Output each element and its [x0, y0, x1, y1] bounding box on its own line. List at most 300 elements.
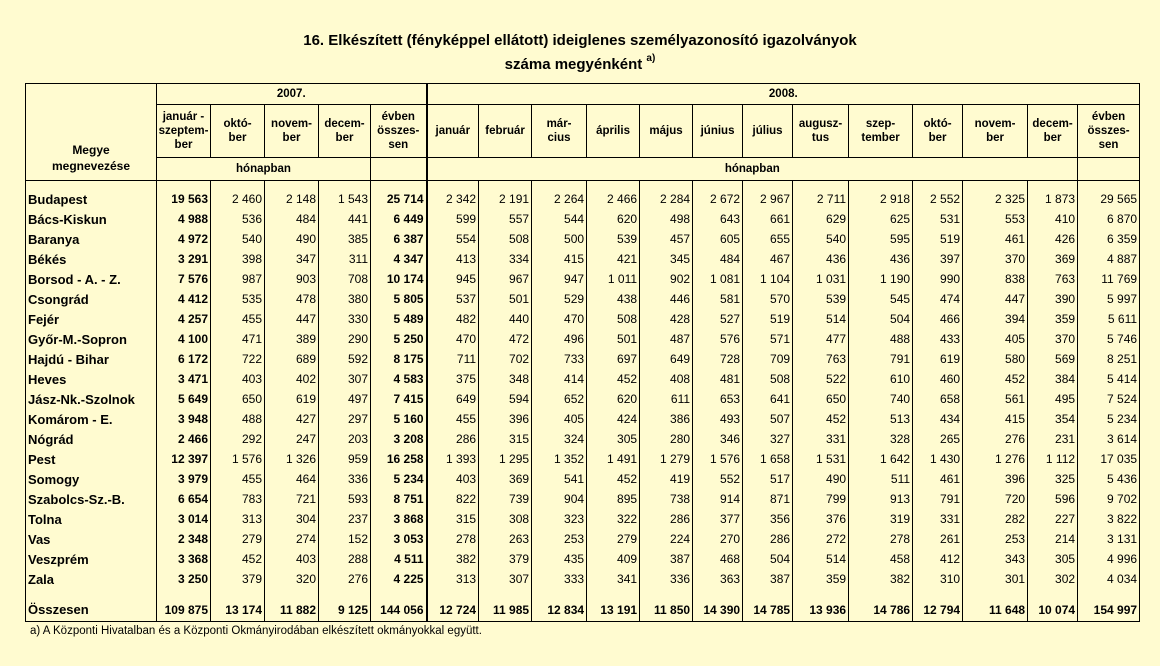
- spacer-cell: [587, 181, 640, 190]
- spacer-cell: [793, 181, 849, 190]
- unit-blank: [1078, 158, 1140, 181]
- value-cell: 409: [587, 549, 640, 569]
- value-cell: 435: [532, 549, 587, 569]
- value-cell: 629: [793, 209, 849, 229]
- value-cell: 370: [1028, 329, 1078, 349]
- value-cell: 10 074: [1028, 589, 1078, 622]
- value-cell: 661: [743, 209, 793, 229]
- value-cell: 412: [913, 549, 963, 569]
- header-line: tus: [811, 132, 830, 144]
- value-cell: 467: [743, 249, 793, 269]
- value-cell: 369: [1028, 249, 1078, 269]
- value-cell: 307: [479, 569, 532, 589]
- county-name: Komárom - E.: [26, 409, 157, 429]
- value-cell: 2 148: [265, 189, 319, 209]
- value-cell: 261: [913, 529, 963, 549]
- value-cell: 2 918: [849, 189, 913, 209]
- value-cell: 2 466: [157, 429, 211, 449]
- month-header-2008: [793, 105, 849, 158]
- value-cell: 253: [963, 529, 1028, 549]
- value-cell: 1 531: [793, 449, 849, 469]
- value-cell: 514: [793, 309, 849, 329]
- value-cell: 263: [479, 529, 532, 549]
- value-cell: 3 979: [157, 469, 211, 489]
- county-name: Bács-Kiskun: [26, 209, 157, 229]
- value-cell: 323: [532, 509, 587, 529]
- value-cell: 5 436: [1078, 469, 1140, 489]
- value-cell: 620: [587, 389, 640, 409]
- value-cell: 5 234: [371, 469, 427, 489]
- value-cell: 19 563: [157, 189, 211, 209]
- value-cell: 967: [479, 269, 532, 289]
- value-cell: 447: [963, 289, 1028, 309]
- value-cell: 347: [265, 249, 319, 269]
- spacer-cell: [913, 181, 963, 190]
- value-cell: 237: [319, 509, 371, 529]
- value-cell: 354: [1028, 409, 1078, 429]
- value-cell: 470: [427, 329, 479, 349]
- value-cell: 553: [963, 209, 1028, 229]
- value-cell: 29 565: [1078, 189, 1140, 209]
- value-cell: 290: [319, 329, 371, 349]
- value-cell: 428: [640, 309, 693, 329]
- header-line: decem-: [324, 118, 365, 130]
- value-cell: 903: [265, 269, 319, 289]
- value-cell: 1 081: [693, 269, 743, 289]
- value-cell: 3 368: [157, 549, 211, 569]
- value-cell: 359: [1028, 309, 1078, 329]
- value-cell: 571: [743, 329, 793, 349]
- month-header-2008: [427, 105, 479, 158]
- value-cell: 570: [743, 289, 793, 309]
- value-cell: 319: [849, 509, 913, 529]
- month-header-2008: [849, 105, 913, 158]
- value-cell: 12 724: [427, 589, 479, 622]
- unit-blank: [371, 158, 427, 181]
- value-cell: 508: [587, 309, 640, 329]
- value-cell: 721: [265, 489, 319, 509]
- value-cell: 286: [743, 529, 793, 549]
- month-header-2008: [532, 105, 587, 158]
- value-cell: 738: [640, 489, 693, 509]
- value-cell: 4 972: [157, 229, 211, 249]
- value-cell: 658: [913, 389, 963, 409]
- value-cell: 370: [963, 249, 1028, 269]
- table-row: [26, 549, 1140, 569]
- value-cell: 540: [211, 229, 265, 249]
- county-name: Zala: [26, 569, 157, 589]
- value-cell: 276: [319, 569, 371, 589]
- value-cell: 1 295: [479, 449, 532, 469]
- value-cell: 490: [793, 469, 849, 489]
- value-cell: 650: [793, 389, 849, 409]
- value-cell: 596: [1028, 489, 1078, 509]
- value-cell: 396: [963, 469, 1028, 489]
- year-2008-header: 2008.: [427, 84, 1140, 105]
- header-line: ber: [928, 132, 947, 144]
- value-cell: 3 208: [371, 429, 427, 449]
- value-cell: 2 460: [211, 189, 265, 209]
- month-header-2007: [319, 105, 371, 158]
- table-row: [26, 389, 1140, 409]
- value-cell: 25 714: [371, 189, 427, 209]
- table-row: [26, 349, 1140, 369]
- table-row: [26, 429, 1140, 449]
- value-cell: 904: [532, 489, 587, 509]
- value-cell: 1 642: [849, 449, 913, 469]
- value-cell: 375: [427, 369, 479, 389]
- unit-label-2007: hónapban: [157, 158, 371, 181]
- value-cell: 5 250: [371, 329, 427, 349]
- value-cell: 436: [849, 249, 913, 269]
- header-line: szep-: [865, 118, 896, 130]
- header-line: szeptem-: [158, 125, 209, 137]
- value-cell: 947: [532, 269, 587, 289]
- value-cell: 4 988: [157, 209, 211, 229]
- value-cell: 440: [479, 309, 532, 329]
- value-cell: 507: [743, 409, 793, 429]
- header-line: ber: [335, 132, 354, 144]
- county-name: Győr-M.-Sopron: [26, 329, 157, 349]
- value-cell: 2 466: [587, 189, 640, 209]
- value-cell: 539: [587, 229, 640, 249]
- value-cell: 438: [587, 289, 640, 309]
- value-cell: 740: [849, 389, 913, 409]
- value-cell: 405: [532, 409, 587, 429]
- header-line: decem-: [1032, 118, 1073, 130]
- county-name: Baranya: [26, 229, 157, 249]
- month-header-2007: [265, 105, 319, 158]
- table-row: [26, 329, 1140, 349]
- spacer-cell: [693, 181, 743, 190]
- value-cell: 12 834: [532, 589, 587, 622]
- month-header-2007: [371, 105, 427, 158]
- value-cell: 274: [265, 529, 319, 549]
- value-cell: 1 430: [913, 449, 963, 469]
- value-cell: 427: [265, 409, 319, 429]
- header-line: összes-: [1087, 125, 1130, 137]
- value-cell: 501: [587, 329, 640, 349]
- value-cell: 144 056: [371, 589, 427, 622]
- value-cell: 799: [793, 489, 849, 509]
- value-cell: 529: [532, 289, 587, 309]
- spacer-cell: [265, 181, 319, 190]
- value-cell: 653: [693, 389, 743, 409]
- header-line: január: [435, 125, 471, 137]
- value-cell: 519: [743, 309, 793, 329]
- value-cell: 1 873: [1028, 189, 1078, 209]
- title-line2-text: száma megyénként: [504, 56, 643, 73]
- header-line: június: [700, 125, 735, 137]
- value-cell: 315: [427, 509, 479, 529]
- value-cell: 356: [743, 509, 793, 529]
- value-cell: 421: [587, 249, 640, 269]
- value-cell: 322: [587, 509, 640, 529]
- value-cell: 270: [693, 529, 743, 549]
- spacer-cell: [963, 181, 1028, 190]
- value-cell: 310: [913, 569, 963, 589]
- value-cell: 447: [265, 309, 319, 329]
- month-header-2008: [1078, 105, 1140, 158]
- value-cell: 415: [963, 409, 1028, 429]
- value-cell: 382: [427, 549, 479, 569]
- month-header-2008: [743, 105, 793, 158]
- value-cell: 643: [693, 209, 743, 229]
- value-cell: 689: [265, 349, 319, 369]
- header-line: ber: [1043, 132, 1062, 144]
- value-cell: 959: [319, 449, 371, 469]
- value-cell: 481: [693, 369, 743, 389]
- value-cell: 14 390: [693, 589, 743, 622]
- value-cell: 599: [427, 209, 479, 229]
- value-cell: 914: [693, 489, 743, 509]
- header-line: január -: [162, 111, 205, 123]
- value-cell: 576: [693, 329, 743, 349]
- value-cell: 610: [849, 369, 913, 389]
- county-name: Borsod - A. - Z.: [26, 269, 157, 289]
- value-cell: 224: [640, 529, 693, 549]
- table-header: [26, 84, 1140, 181]
- value-cell: 519: [913, 229, 963, 249]
- value-cell: 544: [532, 209, 587, 229]
- value-cell: 702: [479, 349, 532, 369]
- value-cell: 619: [913, 349, 963, 369]
- value-cell: 403: [265, 549, 319, 569]
- table-row: [26, 509, 1140, 529]
- value-cell: 408: [640, 369, 693, 389]
- value-cell: 2 672: [693, 189, 743, 209]
- table-row: [26, 209, 1140, 229]
- value-cell: 9 125: [319, 589, 371, 622]
- table-row: [26, 449, 1140, 469]
- value-cell: 280: [640, 429, 693, 449]
- value-cell: 410: [1028, 209, 1078, 229]
- month-header-2008: [913, 105, 963, 158]
- table-row: [26, 289, 1140, 309]
- value-cell: 2 325: [963, 189, 1028, 209]
- month-header-2008: [587, 105, 640, 158]
- spacer-cell: [319, 181, 371, 190]
- value-cell: 495: [1028, 389, 1078, 409]
- value-cell: 2 191: [479, 189, 532, 209]
- value-cell: 652: [532, 389, 587, 409]
- footnote: a) A Központi Hivatalban és a Központi Okmányirodában elkészített okmányokkal együtt.: [30, 625, 482, 637]
- header-line: sen: [388, 139, 409, 151]
- table-title-line2: [0, 55, 1160, 73]
- table-row: [26, 249, 1140, 269]
- value-cell: 376: [793, 509, 849, 529]
- value-cell: 1 104: [743, 269, 793, 289]
- header-line: július: [752, 125, 783, 137]
- value-cell: 11 648: [963, 589, 1028, 622]
- table-row: [26, 369, 1140, 389]
- value-cell: 3 250: [157, 569, 211, 589]
- value-cell: 5 234: [1078, 409, 1140, 429]
- value-cell: 739: [479, 489, 532, 509]
- value-cell: 426: [1028, 229, 1078, 249]
- table-row: [26, 309, 1140, 329]
- value-cell: 341: [587, 569, 640, 589]
- value-cell: 581: [693, 289, 743, 309]
- value-cell: 484: [693, 249, 743, 269]
- value-cell: 871: [743, 489, 793, 509]
- value-cell: 325: [1028, 469, 1078, 489]
- value-cell: 522: [793, 369, 849, 389]
- value-cell: 487: [640, 329, 693, 349]
- value-cell: 501: [479, 289, 532, 309]
- header-line: ber: [986, 132, 1004, 144]
- value-cell: 455: [427, 409, 479, 429]
- value-cell: 433: [913, 329, 963, 349]
- value-cell: 4 100: [157, 329, 211, 349]
- value-cell: 6 387: [371, 229, 427, 249]
- value-cell: 593: [319, 489, 371, 509]
- county-name: Jász-Nk.-Szolnok: [26, 389, 157, 409]
- value-cell: 838: [963, 269, 1028, 289]
- value-cell: 394: [963, 309, 1028, 329]
- value-cell: 468: [693, 549, 743, 569]
- value-cell: 711: [427, 349, 479, 369]
- value-cell: 474: [913, 289, 963, 309]
- county-name: Heves: [26, 369, 157, 389]
- value-cell: 17 035: [1078, 449, 1140, 469]
- table-row: [26, 469, 1140, 489]
- table-row: [26, 569, 1140, 589]
- value-cell: 987: [211, 269, 265, 289]
- total-row: [26, 589, 1140, 622]
- value-cell: 2 264: [532, 189, 587, 209]
- value-cell: 531: [913, 209, 963, 229]
- month-header-2008: [693, 105, 743, 158]
- value-cell: 6 870: [1078, 209, 1140, 229]
- value-cell: 308: [479, 509, 532, 529]
- value-cell: 5 489: [371, 309, 427, 329]
- value-cell: 709: [743, 349, 793, 369]
- value-cell: 513: [849, 409, 913, 429]
- value-cell: 3 131: [1078, 529, 1140, 549]
- county-name: Somogy: [26, 469, 157, 489]
- value-cell: 1 031: [793, 269, 849, 289]
- value-cell: 301: [963, 569, 1028, 589]
- value-cell: 419: [640, 469, 693, 489]
- value-cell: 446: [640, 289, 693, 309]
- value-cell: 1 352: [532, 449, 587, 469]
- value-cell: 539: [793, 289, 849, 309]
- value-cell: 441: [319, 209, 371, 229]
- value-cell: 791: [913, 489, 963, 509]
- value-cell: 11 985: [479, 589, 532, 622]
- value-cell: 3 014: [157, 509, 211, 529]
- header-line: évben: [1091, 111, 1126, 123]
- value-cell: 5 997: [1078, 289, 1140, 309]
- value-cell: 535: [211, 289, 265, 309]
- spacer-cell: [427, 181, 479, 190]
- value-cell: 452: [587, 469, 640, 489]
- value-cell: 2 348: [157, 529, 211, 549]
- value-cell: 377: [693, 509, 743, 529]
- month-header-2008: [1028, 105, 1078, 158]
- value-cell: 305: [587, 429, 640, 449]
- value-cell: 763: [793, 349, 849, 369]
- value-cell: 470: [532, 309, 587, 329]
- value-cell: 504: [849, 309, 913, 329]
- value-cell: 458: [849, 549, 913, 569]
- value-cell: 363: [693, 569, 743, 589]
- value-cell: 385: [319, 229, 371, 249]
- county-column-header: [26, 84, 157, 181]
- value-cell: 1 276: [963, 449, 1028, 469]
- value-cell: 387: [640, 549, 693, 569]
- spacer-cell: [479, 181, 532, 190]
- value-cell: 14 785: [743, 589, 793, 622]
- value-cell: 3 471: [157, 369, 211, 389]
- value-cell: 517: [743, 469, 793, 489]
- value-cell: 16 258: [371, 449, 427, 469]
- value-cell: 9 702: [1078, 489, 1140, 509]
- table-row: [26, 269, 1140, 289]
- value-cell: 11 769: [1078, 269, 1140, 289]
- header-line: ber: [228, 132, 247, 144]
- value-cell: 313: [427, 569, 479, 589]
- value-cell: 478: [265, 289, 319, 309]
- value-cell: 537: [427, 289, 479, 309]
- value-cell: 389: [265, 329, 319, 349]
- value-cell: 2 342: [427, 189, 479, 209]
- value-cell: 336: [319, 469, 371, 489]
- value-cell: 13 174: [211, 589, 265, 622]
- value-cell: 552: [693, 469, 743, 489]
- county-name: Fejér: [26, 309, 157, 329]
- value-cell: 311: [319, 249, 371, 269]
- value-cell: 279: [211, 529, 265, 549]
- value-cell: 327: [743, 429, 793, 449]
- table-row: [26, 409, 1140, 429]
- value-cell: 6 449: [371, 209, 427, 229]
- value-cell: 2 711: [793, 189, 849, 209]
- value-cell: 2 284: [640, 189, 693, 209]
- value-cell: 328: [849, 429, 913, 449]
- value-cell: 302: [1028, 569, 1078, 589]
- value-cell: 436: [793, 249, 849, 269]
- value-cell: 720: [963, 489, 1028, 509]
- value-cell: 4 583: [371, 369, 427, 389]
- value-cell: 5 414: [1078, 369, 1140, 389]
- value-cell: 527: [693, 309, 743, 329]
- spacer-cell: [371, 181, 427, 190]
- header-line: cius: [547, 132, 571, 144]
- value-cell: 12 794: [913, 589, 963, 622]
- spacer-cell: [26, 181, 157, 190]
- spacer-cell: [211, 181, 265, 190]
- value-cell: 384: [1028, 369, 1078, 389]
- value-cell: 497: [319, 389, 371, 409]
- value-cell: 783: [211, 489, 265, 509]
- value-cell: 464: [265, 469, 319, 489]
- value-cell: 895: [587, 489, 640, 509]
- value-cell: 231: [1028, 429, 1078, 449]
- value-cell: 461: [963, 229, 1028, 249]
- value-cell: 482: [427, 309, 479, 329]
- value-cell: 336: [640, 569, 693, 589]
- value-cell: 455: [211, 309, 265, 329]
- value-cell: 625: [849, 209, 913, 229]
- value-cell: 278: [427, 529, 479, 549]
- value-cell: 305: [1028, 549, 1078, 569]
- spacer-cell: [640, 181, 693, 190]
- value-cell: 414: [532, 369, 587, 389]
- value-cell: 413: [427, 249, 479, 269]
- value-cell: 152: [319, 529, 371, 549]
